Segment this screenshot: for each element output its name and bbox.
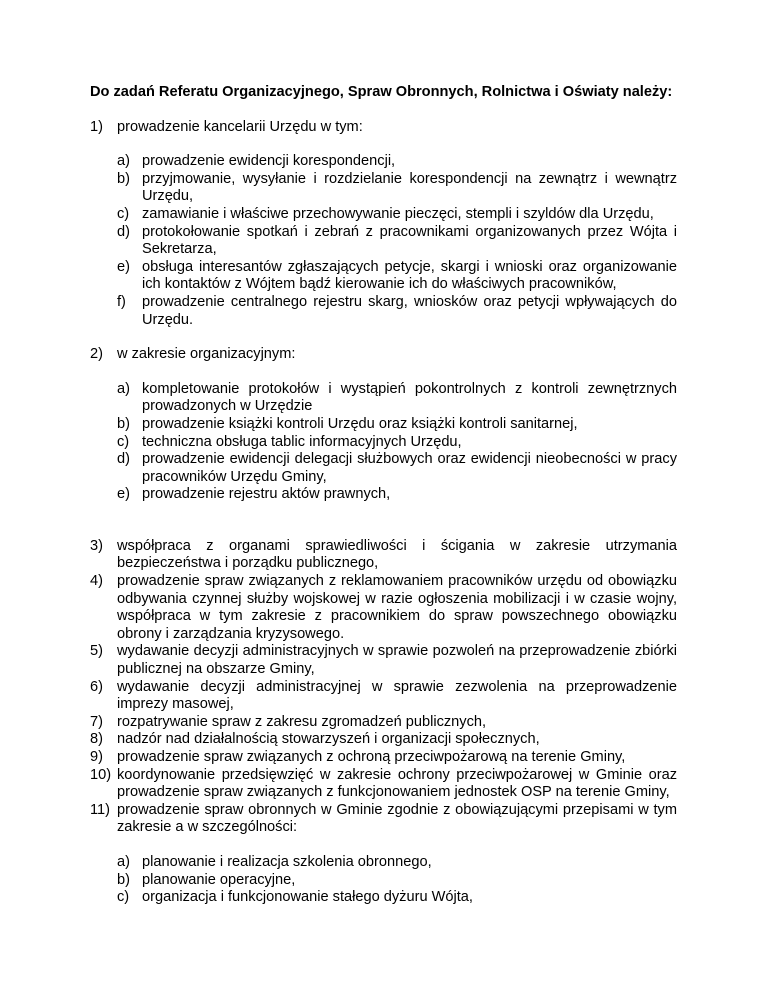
list-item-5 bbox=[90, 643, 677, 678]
list-number: 7) bbox=[90, 713, 103, 730]
sublist-item bbox=[117, 171, 677, 206]
sublist-item bbox=[117, 153, 677, 171]
sublist-text: przyjmowanie, wysyłanie i rozdzielanie korespondencji na zewnątrz i wewnątrz Urzędu, bbox=[142, 170, 677, 205]
sublist-item bbox=[117, 259, 677, 294]
sublist-text: protokołowanie spotkań i zebrań z pracownikami organizowanych przez Wójta i Sekretarza, bbox=[142, 223, 677, 258]
list-item-4 bbox=[90, 573, 677, 643]
sublist-item bbox=[117, 416, 677, 434]
list-item-10 bbox=[90, 767, 677, 802]
sublist-item bbox=[117, 381, 677, 416]
list-text: prowadzenie kancelarii Urzędu w tym: bbox=[117, 118, 363, 135]
sublist-item bbox=[117, 294, 677, 329]
sublist-2 bbox=[117, 381, 677, 504]
sublist-text: kompletowanie protokołów i wystąpień pokontrolnych z kontroli zewnętrznych prowadzonych w Urzędzie bbox=[142, 380, 677, 415]
list-number: 4) bbox=[90, 573, 103, 590]
list-item-3 bbox=[90, 538, 677, 573]
list-number: 1) bbox=[90, 118, 103, 135]
list-text: prowadzenie spraw związanych z ochroną przeciwpożarową na terenie Gminy, bbox=[117, 749, 626, 765]
list-item-2 bbox=[90, 346, 677, 364]
list-number: 2) bbox=[90, 346, 103, 363]
list-number: 9) bbox=[90, 749, 103, 765]
list-number: 6) bbox=[90, 678, 103, 695]
sublist-11 bbox=[117, 854, 677, 907]
sublist-text: planowanie i realizacja szkolenia obronnego, bbox=[142, 853, 432, 870]
sublist-text: techniczna obsługa tablic informacyjnych Urzędu, bbox=[142, 433, 462, 450]
list-text: nadzór nad działalnością stowarzyszeń i organizacji społecznych, bbox=[117, 731, 540, 748]
sublist-letter: c) bbox=[117, 433, 130, 450]
sublist-1 bbox=[117, 153, 677, 329]
list-text: w zakresie organizacyjnym: bbox=[117, 346, 296, 363]
list-number: 11) bbox=[90, 801, 111, 818]
sublist-letter: c) bbox=[117, 205, 130, 222]
list-number: 3) bbox=[90, 537, 103, 554]
sublist-letter: d) bbox=[117, 223, 130, 240]
sublist-item bbox=[117, 486, 677, 504]
sublist-text: prowadzenie ewidencji korespondencji, bbox=[142, 153, 396, 170]
document-page bbox=[90, 84, 677, 924]
sublist-text: planowanie operacyjne, bbox=[142, 871, 296, 888]
sublist-letter: f) bbox=[117, 293, 126, 310]
spacer bbox=[90, 521, 677, 538]
sublist-letter: b) bbox=[117, 871, 130, 888]
list-text: prowadzenie spraw obronnych w Gminie zgodnie z obowiązującymi przepisami w tym zakresie a w szczególności: bbox=[117, 801, 677, 836]
list-number: 5) bbox=[90, 643, 103, 660]
sublist-letter: e) bbox=[117, 486, 130, 503]
sublist-text: prowadzenie rejestru aktów prawnych, bbox=[142, 486, 391, 503]
list-text: wydawanie decyzji administracyjnej w sprawie zezwolenia na przeprowadzenie imprezy masowej, bbox=[117, 678, 677, 713]
list-number: 10) bbox=[90, 766, 112, 783]
sublist-item bbox=[117, 872, 677, 890]
sublist-text: zamawianie i właściwe przechowywanie pieczęci, stempli i szyldów dla Urzędu, bbox=[142, 205, 654, 222]
list-number: 8) bbox=[90, 731, 103, 748]
sublist-text: prowadzenie ewidencji delegacji służbowych oraz ewidencji nieobecności w pracy pracowników Urzędu Gminy, bbox=[142, 451, 677, 485]
sublist-letter: a) bbox=[117, 853, 130, 870]
list-text: wydawanie decyzji administracyjnych w sprawie pozwoleń na przeprowadzenie zbiórki publicznej na obszarze Gminy, bbox=[117, 643, 677, 678]
sublist-letter: b) bbox=[117, 415, 130, 432]
list-item-9 bbox=[90, 749, 677, 767]
list-item-6 bbox=[90, 679, 677, 714]
sublist-text: organizacja i funkcjonowanie stałego dyżuru Wójta, bbox=[142, 889, 473, 906]
sublist-letter: c) bbox=[117, 889, 130, 906]
sublist-letter: d) bbox=[117, 451, 130, 468]
sublist-item bbox=[117, 224, 677, 259]
sublist-letter: b) bbox=[117, 170, 130, 187]
sublist-item bbox=[117, 206, 677, 224]
sublist-letter: a) bbox=[117, 153, 130, 170]
list-item-8 bbox=[90, 731, 677, 749]
list-text: rozpatrywanie spraw z zakresu zgromadzeń publicznych, bbox=[117, 713, 487, 730]
sublist-letter: a) bbox=[117, 380, 130, 397]
sublist-text: prowadzenie centralnego rejestru skarg, wniosków oraz petycji wpływających do Urzędu. bbox=[142, 293, 677, 328]
sublist-item bbox=[117, 451, 677, 486]
list-text: koordynowanie przedsięwzięć w zakresie ochrony przeciwpożarowej w Gminie oraz prowadzenie spraw związanych z funkcjonowaniem jednostek OSP na terenie Gminy, bbox=[117, 766, 677, 801]
sublist-text: obsługa interesantów zgłaszających petycje, skargi i wnioski oraz organizowanie ich kontaktów z Wójtem bądź kierowanie ich do właściwych pracowników, bbox=[142, 258, 677, 293]
sublist-item bbox=[117, 854, 677, 872]
list-item-1 bbox=[90, 119, 677, 137]
list-item-11 bbox=[90, 802, 677, 837]
sublist-text: prowadzenie książki kontroli Urzędu oraz książki kontroli sanitarnej, bbox=[142, 415, 578, 432]
document-heading: Do zadań Referatu Organizacyjnego, Spraw Obronnych, Rolnictwa i Oświaty należy: bbox=[90, 84, 673, 100]
list-text: prowadzenie spraw związanych z reklamowaniem pracowników urzędu od obowiązku odbywania czynnej służby wojskowej w razie ogłoszenia mobilizacji i w czasie wojny, współpraca w tym zakresie z pracownikiem do spraw powszechnego obowiązku obrony i zarządzania kryzysowego. bbox=[117, 573, 677, 642]
sublist-item bbox=[117, 889, 677, 907]
list-item-7 bbox=[90, 714, 677, 732]
sublist-item bbox=[117, 434, 677, 452]
list-text: współpraca z organami sprawiedliwości i ścigania w zakresie utrzymania bezpieczeństwa i porządku publicznego, bbox=[117, 537, 677, 572]
sublist-letter: e) bbox=[117, 258, 130, 275]
